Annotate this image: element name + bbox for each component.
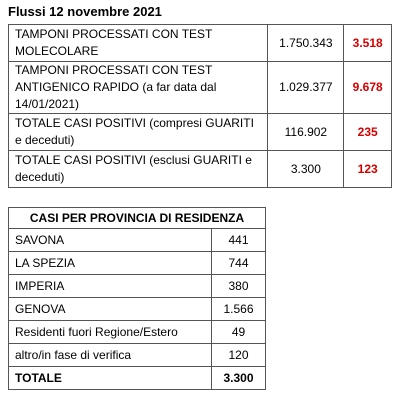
province-value: 120 xyxy=(212,344,266,367)
flow-total: 1.750.343 xyxy=(268,25,344,62)
province-name: SAVONA xyxy=(9,229,212,252)
flow-label: TAMPONI PROCESSATI CON TEST MOLECOLARE xyxy=(9,25,268,62)
table-row xyxy=(9,114,392,151)
table-row xyxy=(9,321,266,344)
table-header-row xyxy=(9,208,266,229)
flow-delta: 9.678 xyxy=(344,62,392,114)
province-value: 49 xyxy=(212,321,266,344)
flow-total: 116.902 xyxy=(268,114,344,151)
province-name: IMPERIA xyxy=(9,275,212,298)
province-value: 1.566 xyxy=(212,298,266,321)
flow-delta: 123 xyxy=(344,151,392,188)
flow-label: TOTALE CASI POSITIVI (compresi GUARITI e deceduti) xyxy=(9,114,268,151)
province-value: 441 xyxy=(212,229,266,252)
province-value: 380 xyxy=(212,275,266,298)
page-title: Flussi 12 novembre 2021 xyxy=(8,4,162,19)
flow-total: 1.029.377 xyxy=(268,62,344,114)
total-label: TOTALE xyxy=(9,367,212,390)
table-row xyxy=(9,25,392,62)
provinces-table xyxy=(8,207,266,390)
provinces-header: CASI PER PROVINCIA DI RESIDENZA xyxy=(9,208,266,229)
table-row xyxy=(9,229,266,252)
province-name: GENOVA xyxy=(9,298,212,321)
province-name: LA SPEZIA xyxy=(9,252,212,275)
flow-delta: 3.518 xyxy=(344,25,392,62)
flow-total: 3.300 xyxy=(268,151,344,188)
province-name: Residenti fuori Regione/Estero xyxy=(9,321,212,344)
table-row xyxy=(9,275,266,298)
total-value: 3.300 xyxy=(212,367,266,390)
flow-label: TAMPONI PROCESSATI CON TEST ANTIGENICO RAPIDO (a far data dal 14/01/2021) xyxy=(9,62,268,114)
flow-label: TOTALE CASI POSITIVI (esclusi GUARITI e deceduti) xyxy=(9,151,268,188)
province-name: altro/in fase di verifica xyxy=(9,344,212,367)
flows-table xyxy=(8,24,392,188)
table-row xyxy=(9,344,266,367)
table-row xyxy=(9,298,266,321)
table-row xyxy=(9,151,392,188)
flow-delta: 235 xyxy=(344,114,392,151)
province-value: 744 xyxy=(212,252,266,275)
table-row xyxy=(9,252,266,275)
table-row xyxy=(9,62,392,114)
total-row xyxy=(9,367,266,390)
